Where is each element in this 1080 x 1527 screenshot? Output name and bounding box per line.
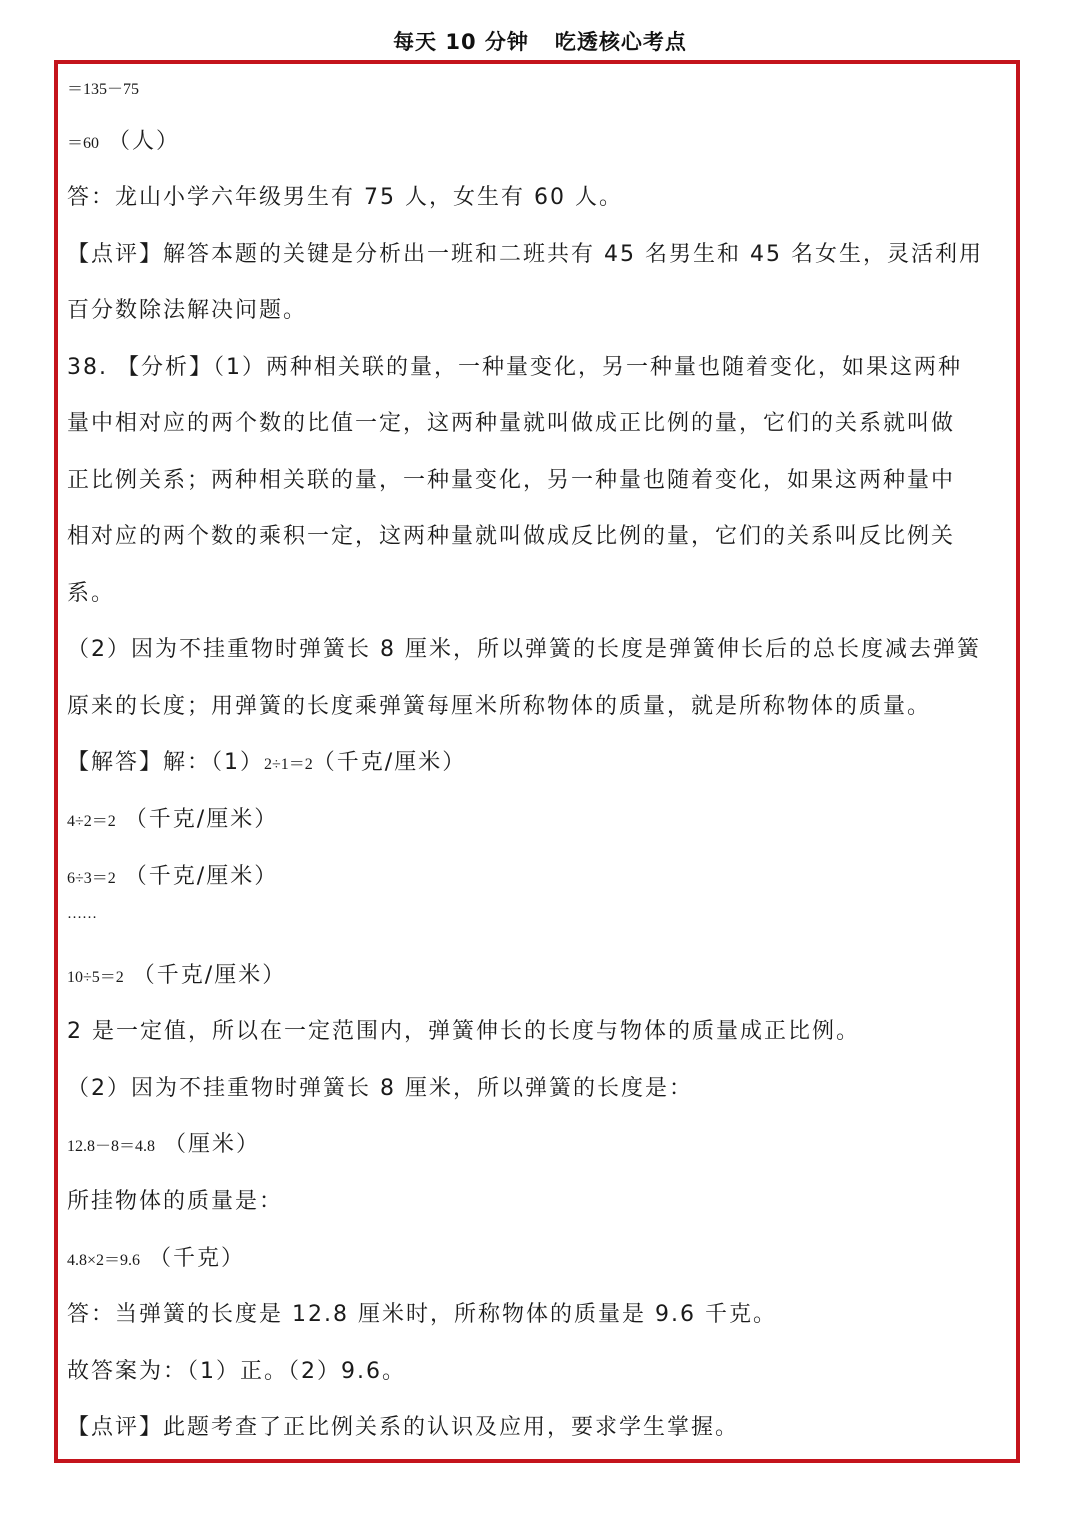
equation-line: ＝60 （人） [67,129,181,154]
comment-line: 百分数除法解决问题。 [67,298,308,323]
equation-line: ＝135－75 [67,81,140,98]
ellipsis-line: …… [67,906,97,922]
analysis-line: 原来的长度；用弹簧的长度乘弹簧每厘米所称物体的质量，就是所称物体的质量。 [67,694,932,719]
equation-line: 12.8－8＝4.8 （厘米） [67,1132,261,1157]
comment-line: 【点评】解答本题的关键是分析出一班和二班共有 45 名男生和 45 名女生，灵活利用 [67,242,983,267]
solution-line: 所挂物体的质量是： [67,1189,284,1214]
analysis-line: 量中相对应的两个数的比值一定，这两种量就叫做成正比例的量，它们的关系就叫做 [67,411,956,436]
header-left: 每天 10 分钟 [393,30,529,54]
analysis-line: 相对应的两个数的乘积一定，这两种量就叫做成反比例的量，它们的关系叫反比例关 [67,524,956,549]
solution-line: （2）因为不挂重物时弹簧长 8 厘米，所以弹簧的长度是： [67,1076,693,1101]
answer-line: 故答案为：（1）正。（2）9.6。 [67,1359,406,1384]
header-right: 吃透核心考点 [554,30,687,54]
equation-line: 10÷5＝2 （千克/厘米） [67,963,287,988]
solution-line: 【解答】解：（1）2÷1＝2（千克/厘米） [67,750,467,775]
answer-line: 答：当弹簧的长度是 12.8 厘米时，所称物体的质量是 9.6 千克。 [67,1302,777,1327]
comment-line: 【点评】此题考查了正比例关系的认识及应用，要求学生掌握。 [67,1415,740,1440]
equation-line: 4.8×2＝9.6 （千克） [67,1246,246,1271]
analysis-line: 系。 [67,581,116,606]
analysis-line: （2）因为不挂重物时弹簧长 8 厘米，所以弹簧的长度是弹簧伸长后的总长度减去弹簧 [67,637,981,662]
analysis-line: 正比例关系；两种相关联的量，一种量变化，另一种量也随着变化，如果这两种量中 [67,468,956,493]
conclusion-line: 2 是一定值，所以在一定范围内，弹簧伸长的长度与物体的质量成正比例。 [67,1019,860,1044]
answer-line: 答：龙山小学六年级男生有 75 人，女生有 60 人。 [67,185,623,210]
equation-line: 4÷2＝2 （千克/厘米） [67,807,279,832]
analysis-line: 38. 【分析】（1）两种相关联的量，一种量变化，另一种量也随着变化，如果这两种 [67,355,962,380]
page-header [0,26,1080,56]
equation-line: 6÷3＝2 （千克/厘米） [67,864,279,889]
